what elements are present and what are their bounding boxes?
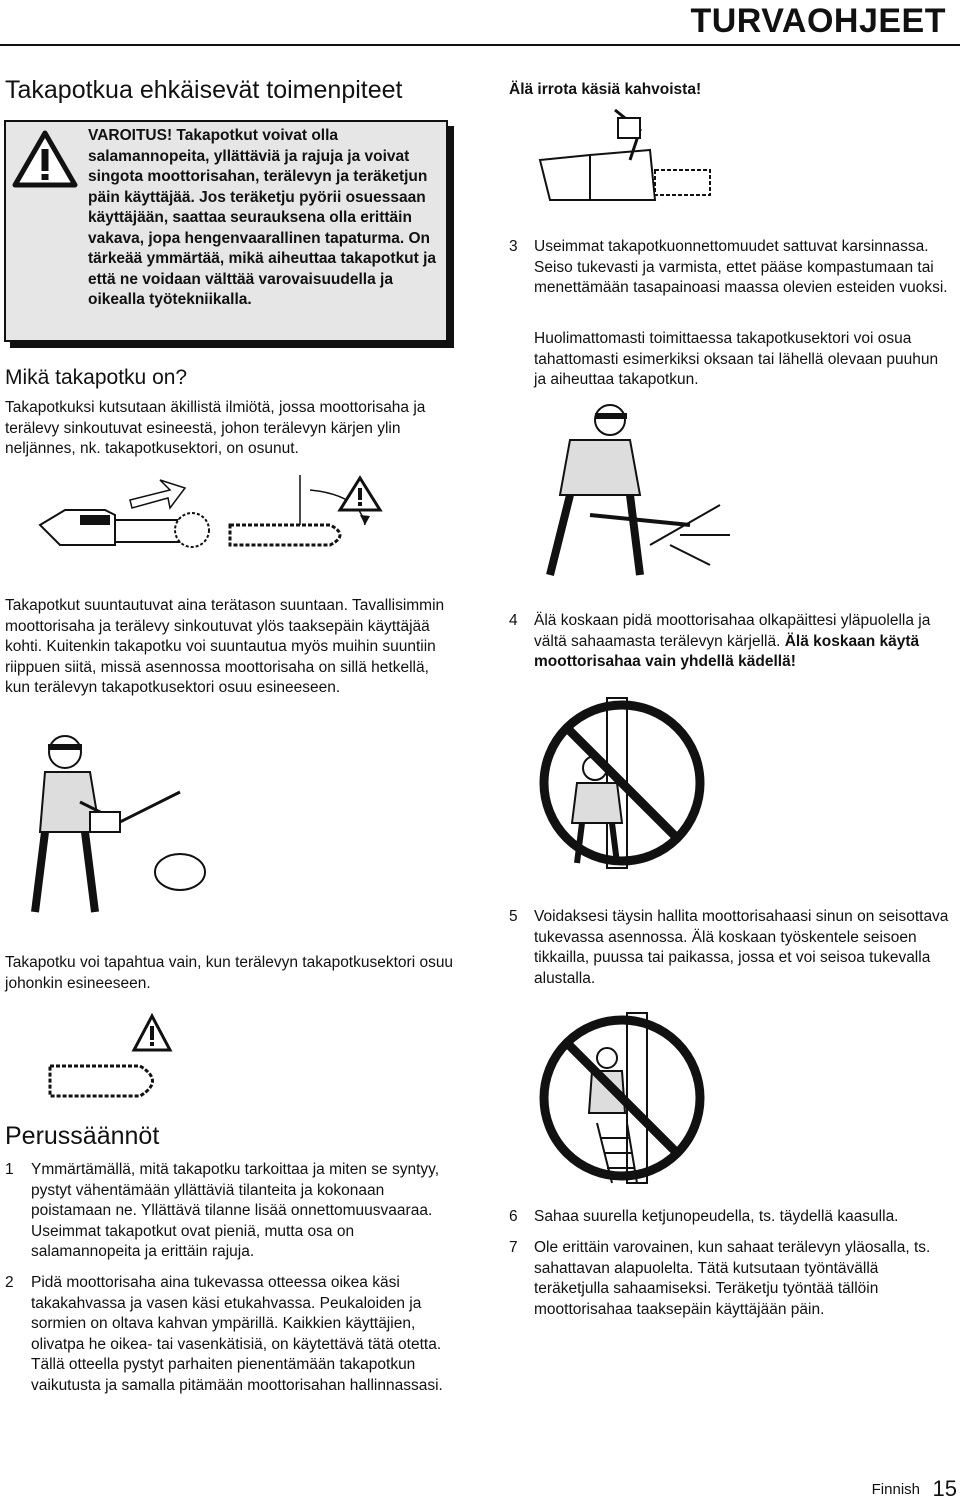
warning-text: VAROITUS! Takapotkut voivat olla salamannopeita, yllättäviä ja rajuja ja voivat singota moottorisahan, terälevyn ja teräketjun päin käyttäjää. Jos teräketju pyörii osuessaan käyttäjään, saattaa seurauksena olla erittäin vakava, jopa hengenvaarallinen tapaturma. On tärkeää ymmärtää, mikä aiheuttaa takapotkut ja että ne voidaan välttää varovaisuudella ja oikealla työtekniikalla.: [88, 127, 437, 308]
item-text: Huolimattomasti toimittaessa takapotkusektori voi osua tahattomasti esimerkiksi oksaan tai lähellä olevaan puuhun ja aiheuttaa takapotkun.: [534, 330, 939, 388]
item-number: 2: [5, 1274, 14, 1291]
section-title-kickback-prevention: Takapotkua ehkäisevät toimenpiteet: [5, 76, 403, 104]
item-text: Pidä moottorisaha aina tukevassa otteessa oikea käsi takakahvassa ja vasen käsi etukahvassa. Peukaloiden ja sormien on oltava kahvan ympärillä. Kaikkien käyttäjien, olivatpa he oikea- tai vasenkätisiä, on käytettävä tätä otetta. Tällä otteella pystyt parhaiten pienentämään takapotkun vaikutusta ja samalla pitämään moottorisahan hallinnassasi.: [31, 1274, 443, 1394]
subheading-what-is-kickback: Mikä takapotku on?: [5, 366, 188, 389]
item-text: Useimmat takapotkuonnettomuudet sattuvat karsinnassa. Seiso tukevasti ja varmista, ettet pääse kompastumaan tai menettämään tasapainoasi maassa olevien esteiden vuoksi.: [534, 238, 948, 296]
limbing-illustration: [530, 395, 730, 585]
item-text: Sahaa suurella ketjunopeudella, ts. täydellä kaasulla.: [534, 1208, 899, 1225]
item-text: Voidaksesi täysin hallita moottorisahaasi sinun on seisottava tukevassa asennossa. Älä koskaan työskentele seisoen tikkailla, puussa tai paikassa, jossa et voi seisoa tukevalla alustalla.: [534, 908, 949, 987]
prohibition-sign-icon: [537, 698, 707, 868]
warning-triangle-icon: [12, 130, 78, 188]
operator-illustration: [20, 722, 220, 922]
item-number: 7: [509, 1239, 518, 1256]
hands-on-handles-illustration: [530, 100, 710, 220]
page-number: 15: [932, 1476, 957, 1501]
item-number: 1: [5, 1161, 14, 1178]
footer-language: Finnish: [871, 1481, 920, 1498]
item-number: 3: [509, 238, 518, 255]
only-paragraph: Takapotku voi tapahtua vain, kun terälevyn takapotkusektori osuu johonkin esineeseen.: [5, 954, 454, 992]
item-number: 4: [509, 612, 518, 629]
bar-tip-warning-illustration: [40, 1006, 240, 1106]
item-text: Ymmärtämällä, mitä takapotku tarkoittaa ja miten se syntyy, pystyt vähentämään yllättäviä tilanteita ja kokonaan poistamaan ne. Yllättävä tilanne lisää onnettomuusvaaraa. Useimmat takapotkut ovat pieniä, mutta osa on salamannopeita ja erittäin rajuja.: [31, 1161, 440, 1260]
item-number: 6: [509, 1208, 518, 1225]
kickback-sector-illustration: [20, 470, 520, 580]
grip-caption: Älä irrota käsiä kahvoista!: [509, 81, 702, 98]
item-number: 5: [509, 908, 518, 925]
item-text-regular: Älä koskaan pidä moottorisahaa olkapäittesi yläpuolella ja vältä sahaamasta terälevyn kärjellä.: [534, 612, 931, 650]
intro-paragraph: Takapotkuksi kutsutaan äkillistä ilmiötä, jossa moottorisaha ja terälevy sinkoutuvat esineestä, johon terälevyn kärjen ylin neljännes, nk. takapotkusektori, on osunut.: [5, 399, 426, 457]
item-text: [534, 611, 956, 673]
direction-paragraph: Takapotkut suuntautuvat aina terätason suuntaan. Tavallisimmin moottorisaha ja terälevy sinkoutuvat ylös taaksepäin käyttäjää kohti. Kuitenkin takapotku voi suuntautua myös muihin suuntiin riippuen siitä, missä asennossa moottorisaha on sillä hetkellä, kun terälevyn takapotkusektori osuu esineeseen.: [5, 597, 445, 696]
prohibition-sign-icon: [537, 1013, 707, 1183]
section-title-basic-rules: Perussäännöt: [5, 1122, 160, 1150]
item-text-bold: Älä koskaan käytä moottorisahaa vain yhdellä kädellä!: [534, 632, 920, 670]
item-text: Ole erittäin varovainen, kun sahaat terälevyn yläosalla, ts. sahattavan alapuolelta. Tätä kutsutaan työntävällä teräketjulla sahaamiseksi. Teräketju työntää tällöin moottorisahaa taaksepäin käyttäjään päin.: [534, 1239, 931, 1318]
header-rule: [0, 44, 960, 46]
page-header-title: TURVAOHJEET: [690, 2, 946, 40]
